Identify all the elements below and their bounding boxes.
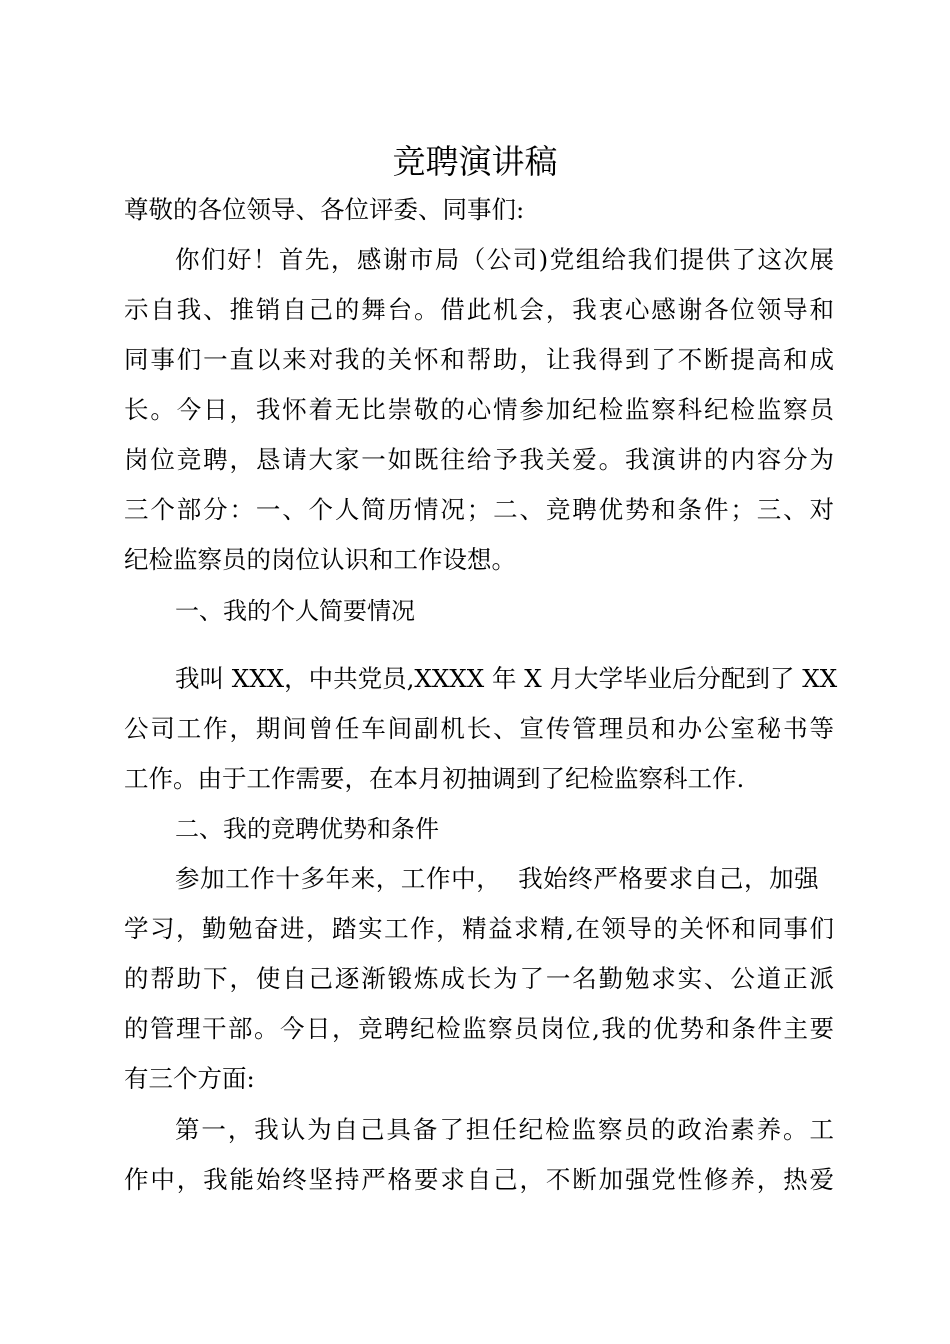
intro-line: 三个部分：一、个人简历情况；二、竞聘优势和条件；三、对	[124, 495, 834, 524]
section2-line: 有三个方面:	[124, 1064, 255, 1093]
section-heading: 一、我的个人简要情况	[175, 597, 415, 625]
intro-line: 岗位竞聘，恳请大家一如既往给予我关爱。我演讲的内容分为	[124, 445, 834, 474]
section1-line: 公司工作，期间曾任车间副机长、宣传管理员和办公室秘书等	[124, 714, 834, 743]
salutation: 尊敬的各位领导、各位评委、同事们:	[124, 195, 525, 224]
section2-line: 学习，勤勉奋进，踏实工作，精益求精,在领导的关怀和同事们	[124, 914, 834, 943]
intro-line: 同事们一直以来对我的关怀和帮助，让我得到了不断提高和成	[124, 345, 834, 374]
section2-line: 的管理干部。今日，竞聘纪检监察员岗位,我的优势和条件主要	[124, 1014, 834, 1043]
point1-line: 第一，我认为自己具备了担任纪检监察员的政治素养。工	[175, 1115, 834, 1144]
intro-line: 纪检监察员的岗位认识和工作设想。	[124, 545, 516, 574]
section2-line: 参加工作十多年来，工作中， 我始终严格要求自己，加强	[175, 864, 820, 893]
document-title: 竞聘演讲稿	[392, 142, 558, 181]
section1-line: 工作。由于工作需要，在本月初抽调到了纪检监察科工作.	[124, 764, 745, 793]
intro-line: 示自我、推销自己的舞台。借此机会，我衷心感谢各位领导和	[124, 295, 834, 324]
point1-line: 作中，我能始终坚持严格要求自己，不断加强党性修养，热爱	[124, 1165, 834, 1194]
intro-line: 你们好！首先，感谢市局（公司)党组给我们提供了这次展	[175, 245, 834, 274]
section-heading: 二、我的竞聘优势和条件	[175, 815, 439, 843]
intro-line: 长。今日，我怀着无比崇敬的心情参加纪检监察科纪检监察员	[124, 395, 834, 424]
section2-line: 的帮助下，使自己逐渐锻炼成长为了一名勤勉求实、公道正派	[124, 964, 834, 993]
section1-line: 我叫 XXX，中共党员,XXXX 年 X 月大学毕业后分配到了 XX	[175, 664, 838, 693]
